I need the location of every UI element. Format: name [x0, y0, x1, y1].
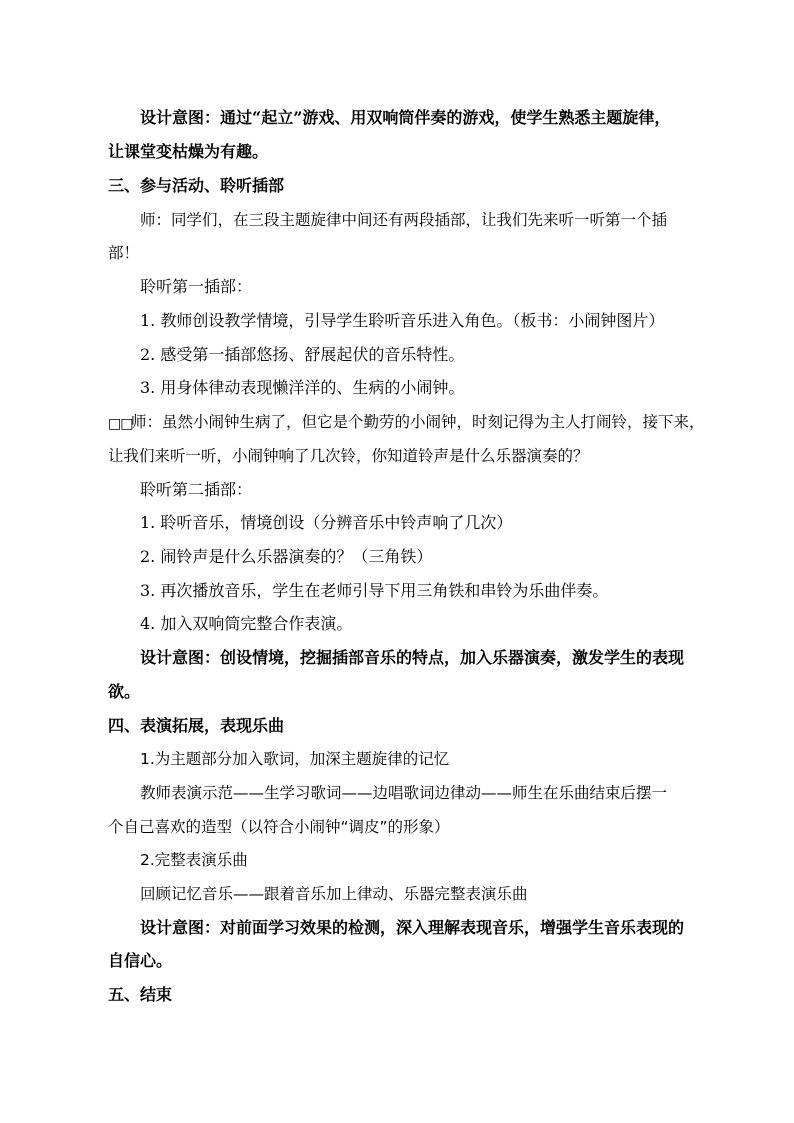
design-intent-2-line-1: 设计意图：创设情境，挖掘插部音乐的特点，加入乐器演奏，激发学生的表现: [140, 648, 685, 667]
list-item-lyrics: 1.为主题部分加入歌词，加深主题旋律的记忆: [140, 750, 450, 768]
design-intent-3-line-2: 自信心。: [108, 951, 173, 970]
paragraph-teacher-1-line-1: 师：同学们，在三段主题旋律中间还有两段插部，让我们先来听一听第一个插: [140, 211, 668, 229]
paragraph-demo-line-2: 个自己喜欢的造型（以符合小闹钟“调皮”的形象）: [108, 818, 450, 836]
list-item-4: 1. 聆听音乐，情境创设（分辨音乐中铃声响了几次）: [140, 513, 513, 532]
paragraph-teacher-2-line-2: 让我们来听一听，小闹钟响了几次铃，你知道铃声是什么乐器演奏的？: [108, 447, 589, 465]
section-heading-3: 三、参与活动、聆听插部: [108, 176, 285, 195]
subheading-second-episode: 聆听第二插部：: [140, 480, 253, 499]
design-intent-1-line-2: 让课堂变枯燥为有趣。: [108, 142, 269, 161]
subheading-first-episode: 聆听第一插部：: [140, 277, 253, 296]
list-item-complete-performance: 2.完整表演乐曲: [140, 851, 248, 869]
paragraph-teacher-2-line-1: 师：虽然小闹钟生病了，但它是个勤劳的小闹钟，时刻记得为主人打闹铃，接下来，: [131, 413, 705, 431]
design-intent-1-line-1: 设计意图：通过“起立”游戏、用双响筒伴奏的游戏，使学生熟悉主题旋律，: [140, 108, 671, 127]
design-intent-2-line-2: 欲。: [108, 682, 141, 701]
paragraph-teacher-1-line-2: 部！: [108, 244, 140, 262]
placeholder-glyphs: □□: [108, 416, 133, 432]
list-item-7: 4. 加入双响筒完整合作表演。: [140, 614, 353, 633]
list-item-5: 2. 闹铃声是什么乐器演奏的？（三角铁）: [140, 547, 433, 566]
design-intent-3-line-1: 设计意图：对前面学习效果的检测，深入理解表现音乐，增强学生音乐表现的: [140, 918, 685, 937]
section-heading-4: 四、表演拓展，表现乐曲: [108, 716, 285, 735]
list-item-3: 3. 用身体律动表现懒洋洋的、生病的小闹钟。: [140, 378, 465, 397]
paragraph-review: 回顾记忆音乐——跟着音乐加上律动、乐器完整表演乐曲: [140, 885, 528, 903]
list-item-2: 2. 感受第一插部悠扬、舒展起伏的音乐特性。: [140, 345, 465, 364]
list-item-6: 3. 再次播放音乐，学生在老师引导下用三角铁和串铃为乐曲伴奏。: [140, 581, 609, 600]
list-item-1: 1. 教师创设教学情境，引导学生聆听音乐进入角色。（板书：小闹钟图片）: [140, 311, 665, 330]
section-heading-5: 五、结束: [108, 985, 173, 1004]
paragraph-demo-line-1: 教师表演示范——生学习歌词——边唱歌词边律动——师生在乐曲结束后摆一: [140, 784, 668, 802]
